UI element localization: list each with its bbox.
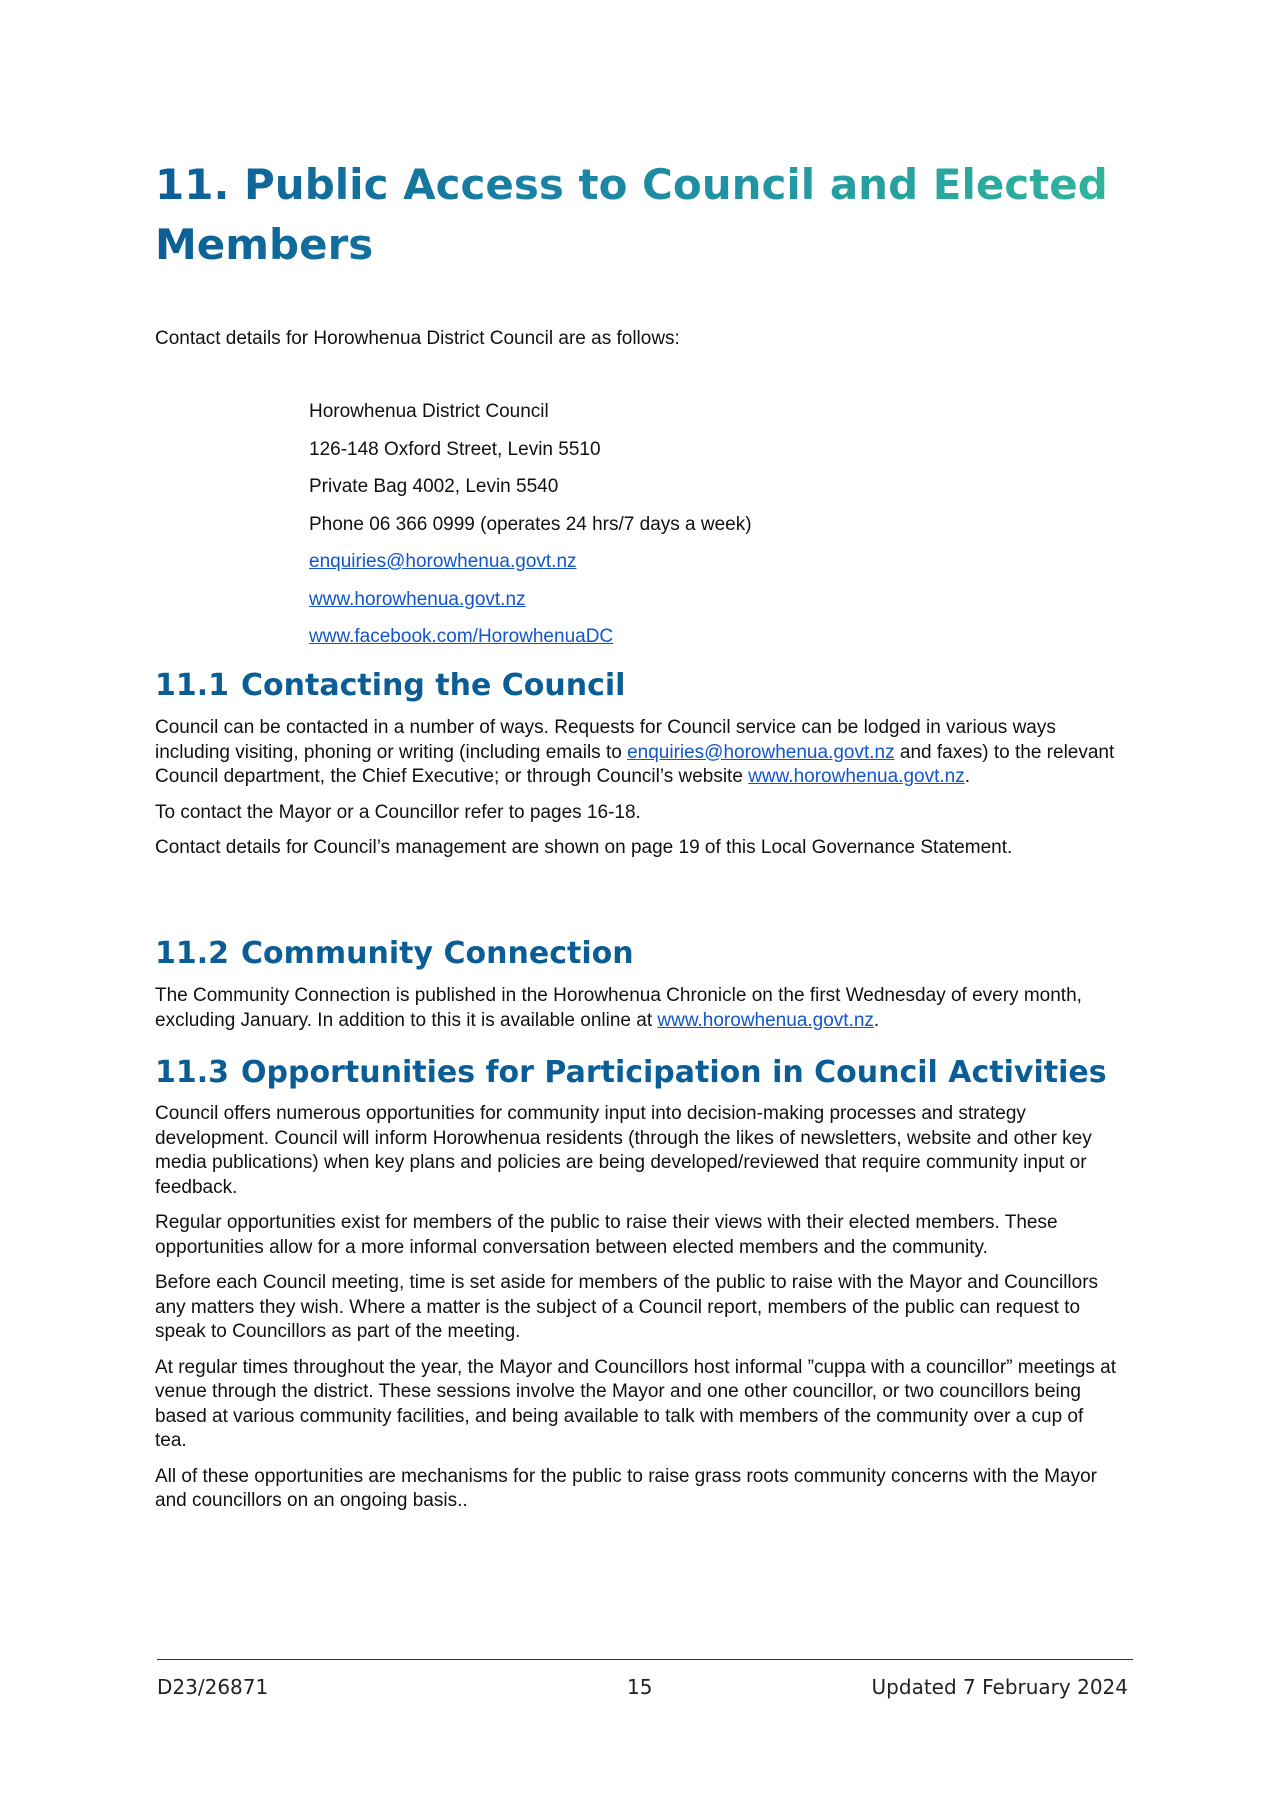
section-title: Opportunities for Participation in Council Activities (241, 1055, 1107, 1090)
address-phone: Phone 06 366 0999 (operates 24 hrs/7 days a week) (309, 513, 752, 535)
address-website-item (309, 589, 752, 627)
page-title: 11. Public Access to Council and Elected Members (155, 155, 1115, 275)
address-street: 126-148 Oxford Street, Levin 5510 (309, 438, 601, 460)
address-postal: Private Bag 4002, Levin 5540 (309, 476, 559, 497)
website-link[interactable]: www.horowhenua.govt.nz (309, 588, 526, 610)
paragraph (155, 984, 1120, 1033)
intro-text: Contact details for Horowhenua District Council are as follows: (155, 328, 680, 349)
section-title: Community Connection (241, 936, 634, 971)
footer-divider (157, 1659, 1133, 1660)
footer-updated-date: Updated 7 February 2024 (871, 1675, 1128, 1699)
footer-page-number: 15 (627, 1675, 653, 1699)
section-body-community-connection (155, 984, 1120, 1044)
email-link[interactable]: enquiries@horowhenua.govt.nz (309, 551, 577, 572)
paragraph: Before each Council meeting, time is set aside for members of the public to raise with the Mayor and Councillors any matters they wish. Where a matter is the subject of a Council report, members of the public can request to speak to Councillors as part of the meeting. (155, 1272, 1099, 1342)
section-number: 11.2 (155, 936, 230, 971)
section-number: 11.1 (155, 668, 230, 703)
website-link[interactable]: www.horowhenua.govt.nz (657, 1009, 874, 1031)
paragraph: All of these opportunities are mechanisms for the public to raise grass roots community concerns with the Mayor and councillors on an ongoing basis.. (155, 1465, 1097, 1511)
section-body-contacting (155, 716, 1120, 872)
address-email-item (309, 551, 752, 589)
section-number: 11.3 (155, 1055, 230, 1090)
paragraph: Regular opportunities exist for members of the public to raise their views with their elected members. These opportunities allow for a more informal conversation between elected members and the community. (155, 1212, 1058, 1258)
section-heading-community-connection (155, 936, 634, 972)
website-link[interactable]: www.horowhenua.govt.nz (748, 766, 965, 787)
text-run: Council can be contacted in a number of ways. Requests for Council service can be lodged in various ways including visiting, phoning or writing (including emails to (155, 717, 1056, 763)
paragraph: Council offers numerous opportunities for community input into decision-making processes and strategy development. Council will inform Horowhenua residents (through the likes of newsletters, website and other key media publications) when key plans and policies are being developed/reviewed that require community input or feedback. (155, 1103, 1092, 1198)
section-title: Contacting the Council (241, 668, 626, 703)
text-run: . (964, 766, 970, 787)
address-council-name: Horowhenua District Council (309, 401, 549, 422)
paragraph (155, 716, 1120, 790)
section-heading-contacting (155, 668, 625, 704)
paragraph: At regular times throughout the year, the Mayor and Councillors host informal ”cuppa with a councillor” meetings at venue through the district. These sessions involve the Mayor and one other councillor, or two councillors being based at various community facilities, and being available to talk with members of the community over a cup of tea. (155, 1356, 1117, 1451)
email-link[interactable]: enquiries@horowhenua.govt.nz (627, 741, 895, 763)
paragraph: Contact details for Council’s management are shown on page 19 of this Local Governance Statement. (155, 837, 1013, 858)
paragraph: To contact the Mayor or a Councillor refer to pages 16-18. (155, 801, 641, 823)
facebook-link[interactable]: www.facebook.com/HorowhenuaDC (309, 626, 614, 647)
footer-doc-ref: D23/26871 (157, 1675, 269, 1699)
text-run: . (873, 1009, 880, 1031)
address-facebook-item (309, 626, 752, 664)
section-heading-opportunities (155, 1055, 1107, 1091)
text-run: The Community Connection is published in the Horowhenua Chronicle on the first Wednesday of every month, excluding January. In addition to this it is available online at (155, 985, 1082, 1031)
text-run: and faxes) to the relevant Council department, the Chief Executive; or through Council’s website (155, 741, 1115, 787)
section-body-opportunities (155, 1102, 1120, 1525)
contact-address-block (309, 401, 752, 664)
